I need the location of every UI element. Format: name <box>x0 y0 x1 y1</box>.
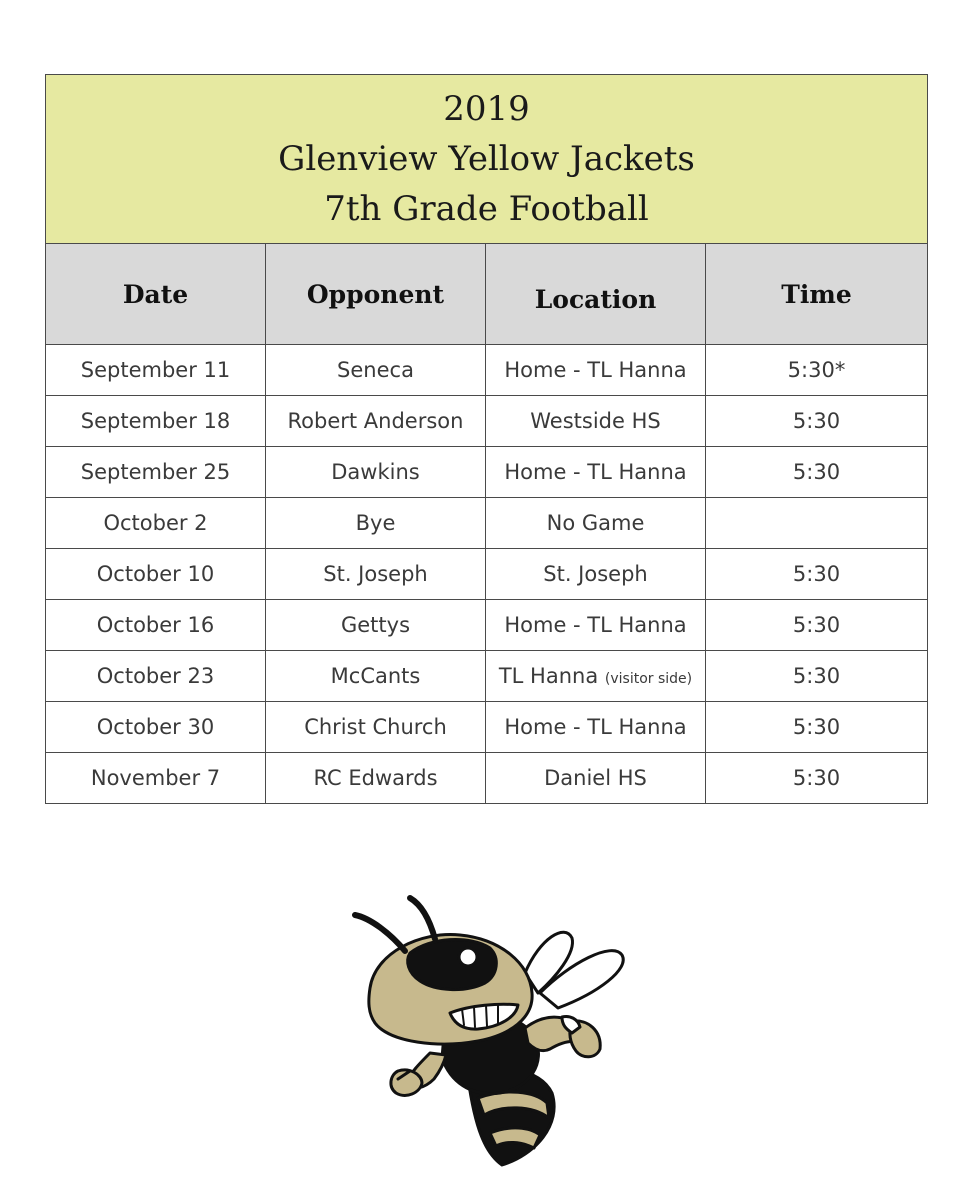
schedule-table <box>45 74 928 804</box>
column-header-time: Time <box>706 244 928 345</box>
column-header-row <box>46 244 928 345</box>
game-location: Daniel HS <box>486 753 706 804</box>
game-time: 5:30 <box>706 600 928 651</box>
game-opponent: Robert Anderson <box>266 396 486 447</box>
game-opponent: Dawkins <box>266 447 486 498</box>
game-location: Home - TL Hanna <box>486 345 706 396</box>
table-row <box>46 702 928 753</box>
column-header-opponent: Opponent <box>266 244 486 345</box>
schedule-title <box>46 75 928 244</box>
game-time: 5:30 <box>706 651 928 702</box>
game-opponent: St. Joseph <box>266 549 486 600</box>
game-time: 5:30* <box>706 345 928 396</box>
table-row <box>46 498 928 549</box>
game-opponent: Seneca <box>266 345 486 396</box>
title-team: Glenview Yellow Jackets <box>278 139 695 179</box>
game-time: 5:30 <box>706 447 928 498</box>
game-opponent: Gettys <box>266 600 486 651</box>
game-time: 5:30 <box>706 753 928 804</box>
game-date: October 10 <box>46 549 266 600</box>
game-opponent: RC Edwards <box>266 753 486 804</box>
game-location: St. Joseph <box>486 549 706 600</box>
game-time: 5:30 <box>706 702 928 753</box>
game-date: October 30 <box>46 702 266 753</box>
game-location: TL Hanna (visitor side) <box>486 651 706 702</box>
game-opponent: Bye <box>266 498 486 549</box>
table-row <box>46 753 928 804</box>
game-location: Home - TL Hanna <box>486 702 706 753</box>
game-date: October 23 <box>46 651 266 702</box>
table-row <box>46 447 928 498</box>
yellow-jacket-mascot-icon <box>350 893 640 1168</box>
game-time: 5:30 <box>706 396 928 447</box>
column-header-date: Date <box>46 244 266 345</box>
game-date: October 16 <box>46 600 266 651</box>
game-opponent: Christ Church <box>266 702 486 753</box>
title-grade: 7th Grade Football <box>324 189 649 229</box>
table-row <box>46 396 928 447</box>
game-time: 5:30 <box>706 549 928 600</box>
table-row <box>46 345 928 396</box>
game-date: November 7 <box>46 753 266 804</box>
table-row <box>46 600 928 651</box>
title-year: 2019 <box>443 89 530 129</box>
game-location: No Game <box>486 498 706 549</box>
table-row <box>46 651 928 702</box>
table-row <box>46 549 928 600</box>
game-location: Westside HS <box>486 396 706 447</box>
game-date: September 11 <box>46 345 266 396</box>
game-location: Home - TL Hanna <box>486 447 706 498</box>
location-note: (visitor side) <box>604 671 693 687</box>
game-opponent: McCants <box>266 651 486 702</box>
game-date: September 18 <box>46 396 266 447</box>
game-time <box>706 498 928 549</box>
game-date: October 2 <box>46 498 266 549</box>
column-header-location: Location <box>486 244 706 345</box>
game-date: September 25 <box>46 447 266 498</box>
game-location: Home - TL Hanna <box>486 600 706 651</box>
